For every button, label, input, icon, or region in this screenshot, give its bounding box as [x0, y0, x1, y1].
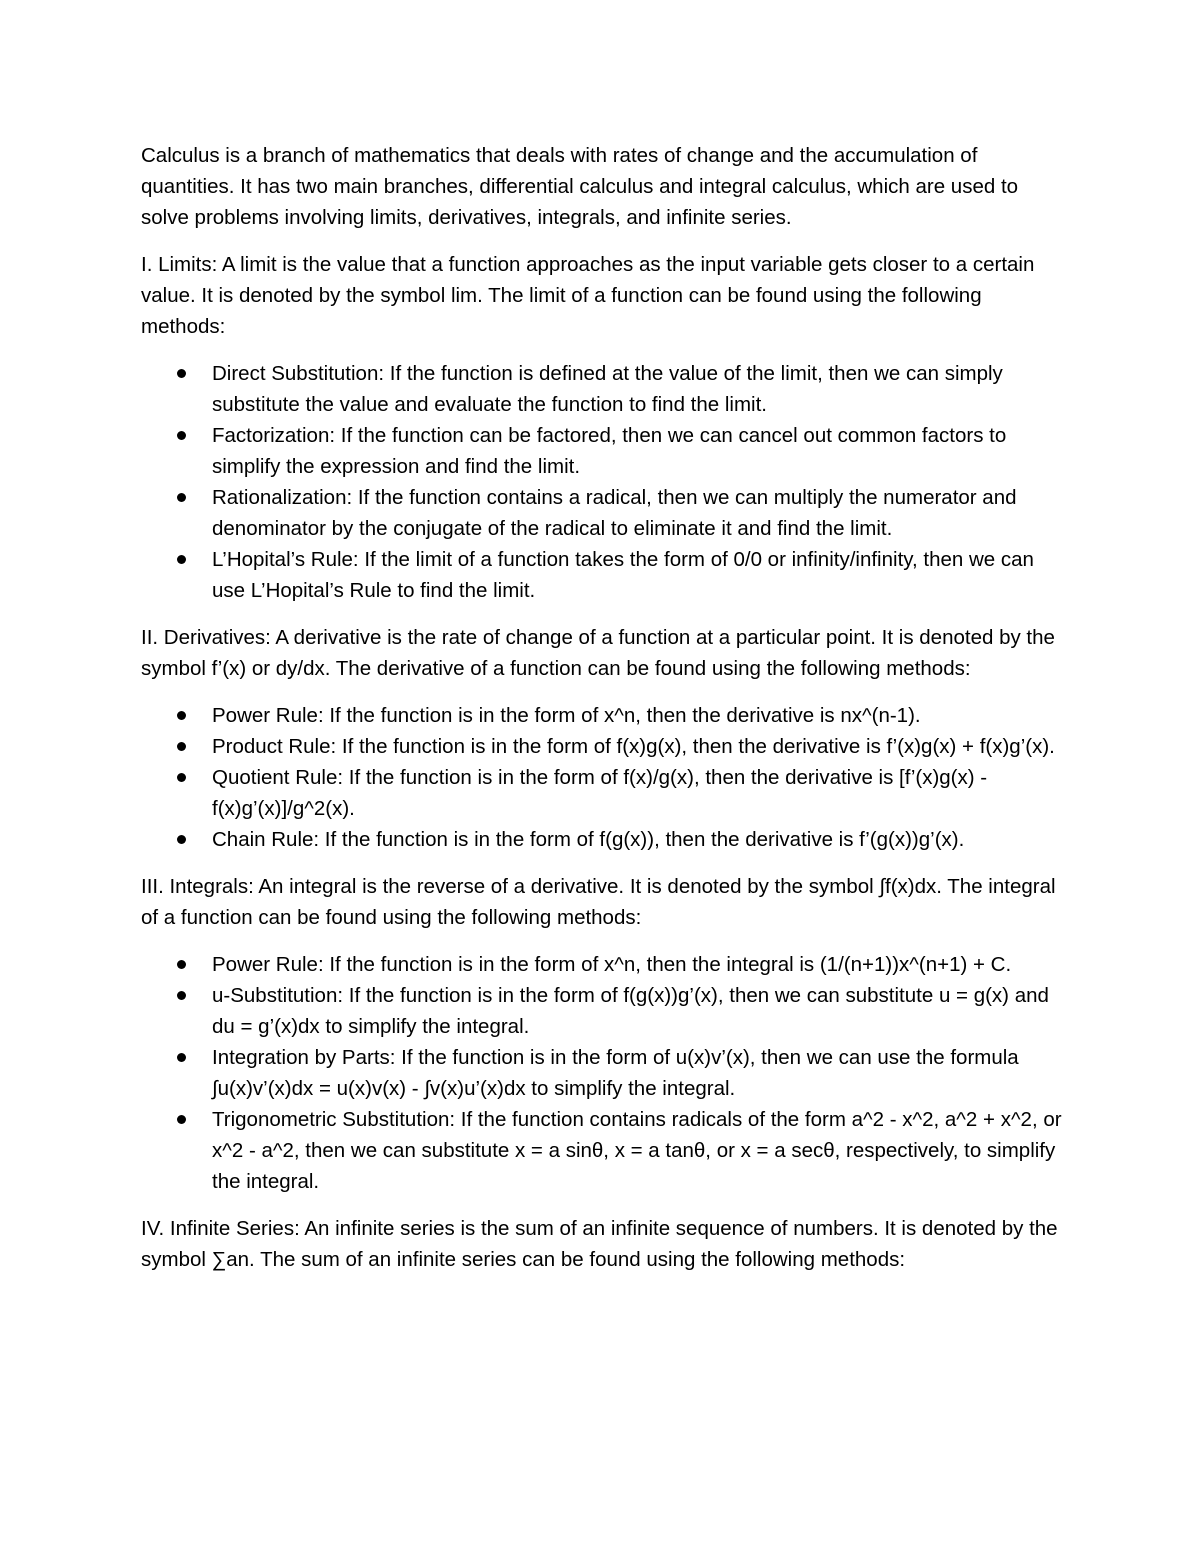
- list-item-text: u-Substitution: If the function is in the form of f(g(x))g’(x), then we can substitute u = g(x) and du = g’(x)dx to simplify the integral.: [212, 984, 1049, 1038]
- list-item: [141, 762, 1071, 824]
- bullet-icon: [177, 991, 186, 1000]
- list-item: [141, 482, 1071, 544]
- list-item-text: Trigonometric Substitution: If the function contains radicals of the form a^2 - x^2, a^2 + x^2, or x^2 - a^2, then we can substitute x = a sinθ, x = a tanθ, or x = a secθ, respectively, to simplify the integral.: [212, 1108, 1062, 1193]
- list-item-text: Factorization: If the function can be factored, then we can cancel out common factors to simplify the expression and find the limit.: [212, 424, 1007, 478]
- list-item: [141, 700, 1071, 731]
- list-item: [141, 949, 1071, 980]
- derivatives-method-list: [141, 700, 1071, 855]
- list-item-text: Quotient Rule: If the function is in the form of f(x)/g(x), then the derivative is [f’(x)g(x) - f(x)g’(x)]/g^2(x).: [212, 766, 988, 820]
- list-item-text: Rationalization: If the function contains a radical, then we can multiply the numerator and denominator by the conjugate of the radical to eliminate it and find the limit.: [212, 486, 1017, 540]
- list-item-text: Direct Substitution: If the function is defined at the value of the limit, then we can simply substitute the value and evaluate the function to find the limit.: [212, 362, 1003, 416]
- list-item-text: L’Hopital’s Rule: If the limit of a function takes the form of 0/0 or infinity/infinity, then we can use L’Hopital’s Rule to find the limit.: [212, 548, 1034, 602]
- limits-heading-paragraph: I. Limits: A limit is the value that a function approaches as the input variable gets closer to a certain value. It is denoted by the symbol lim. The limit of a function can be found using the following methods:: [141, 253, 1035, 338]
- bullet-icon: [177, 1115, 186, 1124]
- list-item: [141, 420, 1071, 482]
- list-item: [141, 824, 1071, 855]
- derivatives-heading-paragraph: II. Derivatives: A derivative is the rate of change of a function at a particular point. It is denoted by the symbol f’(x) or dy/dx. The derivative of a function can be found using the following methods:: [141, 626, 1055, 680]
- bullet-icon: [177, 1053, 186, 1062]
- list-item-text: Power Rule: If the function is in the form of x^n, then the derivative is nx^(n-1).: [212, 704, 921, 727]
- intro-paragraph: Calculus is a branch of mathematics that deals with rates of change and the accumulation of quantities. It has two main branches, differential calculus and integral calculus, which are used to solve problems involving limits, derivatives, integrals, and infinite series.: [141, 144, 1019, 229]
- list-item: [141, 544, 1071, 606]
- series-heading-paragraph: IV. Infinite Series: An infinite series is the sum of an infinite sequence of numbers. It is denoted by the symbol ∑an. The sum of an infinite series can be found using the following methods:: [141, 1217, 1058, 1271]
- list-item-text: Integration by Parts: If the function is in the form of u(x)v’(x), then we can use the formula ∫u(x)v’(x)dx = u(x)v(x) - ∫v(x)u’(x)dx to simplify the integral.: [212, 1046, 1019, 1100]
- limits-method-list: [141, 358, 1071, 606]
- bullet-icon: [177, 711, 186, 720]
- bullet-icon: [177, 773, 186, 782]
- list-item: [141, 358, 1071, 420]
- list-item: [141, 980, 1071, 1042]
- integrals-heading-paragraph: III. Integrals: An integral is the reverse of a derivative. It is denoted by the symbol ∫f(x)dx. The integral of a function can be found using the following methods:: [141, 875, 1056, 929]
- bullet-icon: [177, 369, 186, 378]
- list-item-text: Product Rule: If the function is in the form of f(x)g(x), then the derivative is f’(x)g(x) + f(x)g’(x).: [212, 735, 1055, 758]
- bullet-icon: [177, 835, 186, 844]
- document-body: [141, 140, 1071, 1291]
- integrals-method-list: [141, 949, 1071, 1197]
- bullet-icon: [177, 493, 186, 502]
- bullet-icon: [177, 742, 186, 751]
- bullet-icon: [177, 555, 186, 564]
- list-item: [141, 1042, 1071, 1104]
- list-item: [141, 1104, 1071, 1197]
- list-item-text: Power Rule: If the function is in the form of x^n, then the integral is (1/(n+1))x^(n+1) + C.: [212, 953, 1012, 976]
- bullet-icon: [177, 960, 186, 969]
- bullet-icon: [177, 431, 186, 440]
- list-item: [141, 731, 1071, 762]
- list-item-text: Chain Rule: If the function is in the form of f(g(x)), then the derivative is f’(g(x))g’(x).: [212, 828, 965, 851]
